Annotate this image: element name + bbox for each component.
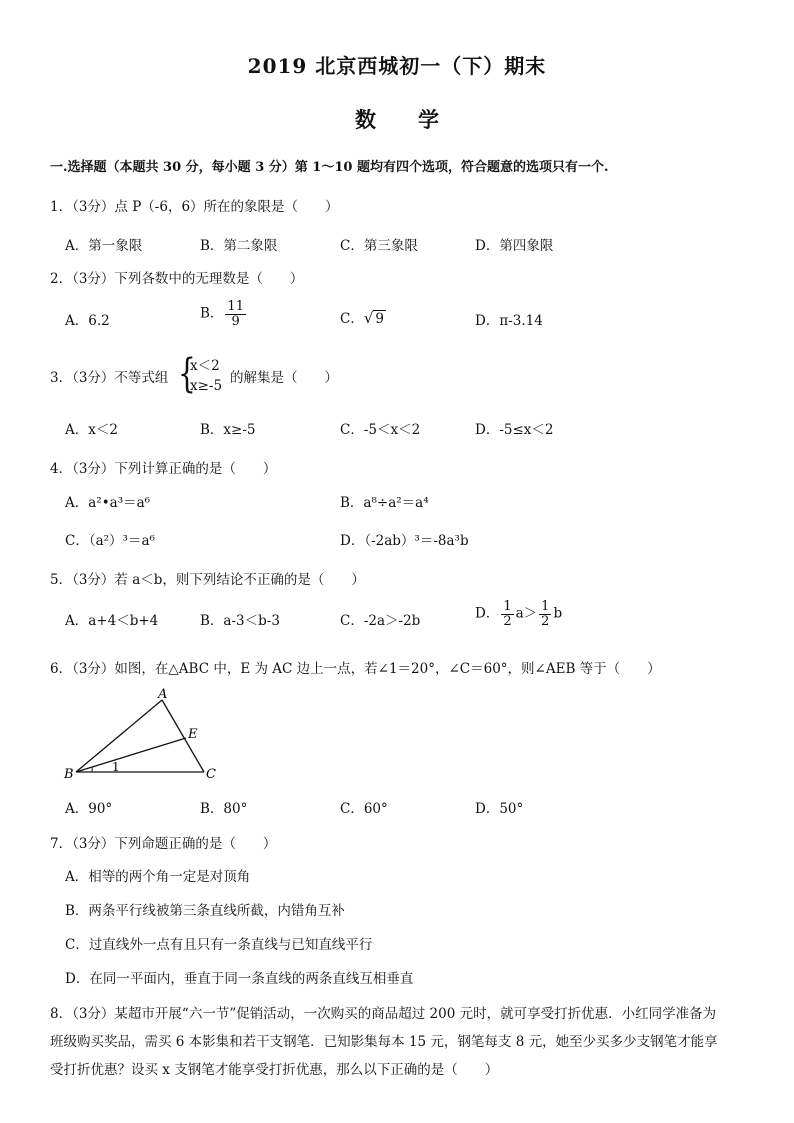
label-a: A [158,687,168,702]
page-title: 2019 北京西城初一（下）期末 [247,54,547,78]
triangle-figure [62,686,232,786]
q7-option-a: A．相等的两个角一定是对顶角 [65,869,251,885]
section-heading: 一.选择题（本题共 30 分，每小题 3 分）第 1～10 题均有四个选项，符合题意的选项只有一个. [50,160,609,175]
q3-option-b: B．x≥-5 [200,422,256,438]
q2-option-b [200,300,248,328]
q1-option-d: D．第四象限 [475,238,554,254]
q2-fraction [225,300,246,328]
question-8-line-1: 8．（3分）某超市开展“六一节”促销活动，一次购买的商品超过 200 元时，就可享受打折优惠．小红同学准备为 [50,1006,717,1022]
q3-option-a: A．x＜2 [65,422,118,438]
q5-fraction-2-num: 1 [541,599,550,614]
inequality-line-2: x≥-5 [190,378,223,394]
q3-option-c: C．-5＜x＜2 [340,422,421,438]
question-5-stem: 5．（3分）若 a＜b，则下列结论不正确的是（ ） [50,572,365,588]
question-2-stem: 2．（3分）下列各数中的无理数是（ ） [50,271,304,287]
label-c: C [206,767,216,782]
segment-be [76,738,186,772]
q5-option-d-mid: a＞ [515,605,538,622]
q5-fraction-1-num: 1 [503,599,512,614]
q2-option-c-prefix: C． [340,311,364,327]
sqrt-icon: √ [363,309,374,327]
q7-option-d: D．在同一平面内，垂直于同一条直线的两条直线互相垂直 [65,971,414,987]
q5-fraction-2 [539,600,551,628]
q7-option-b: B．两条平行线被第三条直线所截，内错角互补 [65,903,345,919]
q2-option-a: A．6.2 [65,313,110,329]
question-8 [50,1000,750,1084]
q6-option-c: C．60° [340,801,388,817]
question-1-stem: 1．（3分）点 P（-6，6）所在的象限是（ ） [50,199,339,215]
q1-option-c: C．第三象限 [340,238,418,254]
q5-option-d-prefix: D． [475,605,500,622]
q5-option-d [475,600,562,628]
question-7-stem: 7．（3分）下列命题正确的是（ ） [50,836,277,852]
q4-option-c: C．（a²）³＝a⁶ [65,533,155,549]
q5-option-a: A．a+4＜b+4 [65,613,159,629]
q6-option-b: B．80° [200,801,248,817]
q5-option-b: B．a-3＜b-3 [200,613,280,629]
question-8-line-3: 受打折优惠？设买 x 支钢笔才能享受打折优惠，那么以下正确的是（ ） [50,1062,499,1078]
question-3-stem-suffix: 的解集是（ ） [230,370,338,386]
label-e: E [188,727,198,742]
brace-icon: { [178,351,196,397]
label-b: B [64,767,74,782]
subject-title: 数 学 [355,107,439,132]
q2-fraction-den: 9 [231,313,240,329]
q6-option-d: D．50° [475,801,524,817]
question-3-stem-prefix: 3．（3分）不等式组 [50,370,169,386]
q7-option-c: C．过直线外一点有且只有一条直线与已知直线平行 [65,937,373,953]
q5-fraction-1 [501,600,513,628]
q5-fraction-2-den: 2 [541,613,550,629]
q5-fraction-1-den: 2 [503,613,512,629]
q1-option-b: B．第二象限 [200,238,278,254]
q1-option-a: A．第一象限 [65,238,143,254]
q3-option-d: D．-5≤x＜2 [475,422,554,438]
label-angle-1: 1 [112,760,120,774]
q2-option-d: D．π-3.14 [475,313,543,329]
q4-option-d: D．（-2ab）³＝-8a³b [340,533,469,549]
q4-option-a: A．a²•a³＝a⁶ [65,495,151,511]
q5-option-c: C．-2a＞-2b [340,613,421,629]
q2-fraction-num: 11 [227,299,244,314]
question-8-line-2: 班级购买奖品，需买 6 本影集和若干支钢笔．已知影集每本 15 元，钢笔每支 8 元，她至少买多少支钢笔才能享 [50,1034,718,1050]
question-4-stem: 4．（3分）下列计算正确的是（ ） [50,461,277,477]
q2-option-c [340,307,386,327]
q6-option-a: A．90° [65,801,113,817]
question-6-stem: 6．（3分）如图，在△ABC 中，E 为 AC 边上一点，若∠1＝20°，∠C＝60°，则∠AEB 等于（ ） [50,661,661,677]
inequality-line-1: x＜2 [190,358,220,374]
q4-option-b: B．a⁸÷a²＝a⁴ [340,495,429,511]
q5-option-d-end: b [553,605,563,622]
q2-sqrt-value: 9 [375,311,384,327]
side-ac [162,700,204,772]
q2-option-b-prefix: B． [200,305,224,322]
